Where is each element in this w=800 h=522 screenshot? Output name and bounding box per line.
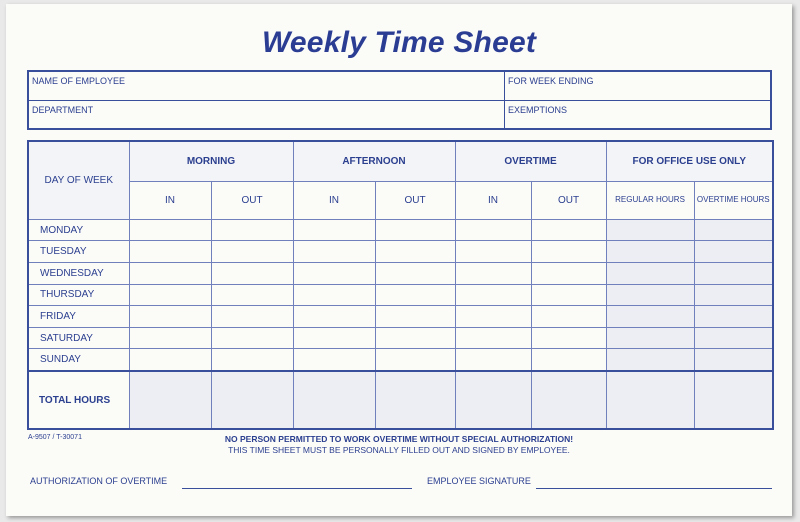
time-entry-cell[interactable] bbox=[531, 262, 606, 284]
time-entry-cell[interactable] bbox=[694, 306, 773, 328]
time-entry-cell[interactable] bbox=[211, 327, 293, 349]
week-ending-label: FOR WEEK ENDING bbox=[508, 76, 594, 86]
time-entry-cell[interactable] bbox=[129, 327, 211, 349]
overtime-header: OVERTIME bbox=[455, 141, 606, 181]
time-entry-cell[interactable] bbox=[211, 262, 293, 284]
department-label: DEPARTMENT bbox=[32, 105, 94, 115]
time-sheet-form bbox=[6, 4, 792, 516]
day-row bbox=[28, 349, 773, 372]
employee-info-box bbox=[27, 70, 772, 130]
day-rows bbox=[28, 219, 773, 371]
time-entry-cell[interactable] bbox=[375, 241, 455, 263]
time-entry-cell[interactable] bbox=[694, 241, 773, 263]
day-of-week-header: DAY OF WEEK bbox=[28, 141, 129, 219]
day-label: TUESDAY bbox=[28, 241, 129, 263]
total-cell[interactable] bbox=[455, 371, 531, 429]
day-label: WEDNESDAY bbox=[28, 262, 129, 284]
overtime-notice: NO PERSON PERMITTED TO WORK OVERTIME WITHOUT SPECIAL AUTHORIZATION! bbox=[224, 434, 574, 444]
time-entry-cell[interactable] bbox=[293, 306, 375, 328]
time-entry-cell[interactable] bbox=[455, 262, 531, 284]
total-hours-row bbox=[28, 371, 773, 429]
info-divider-horizontal bbox=[29, 100, 770, 101]
time-entry-cell[interactable] bbox=[375, 284, 455, 306]
day-label: SATURDAY bbox=[28, 327, 129, 349]
time-entry-cell[interactable] bbox=[375, 306, 455, 328]
time-entry-cell[interactable] bbox=[606, 327, 694, 349]
total-cell[interactable] bbox=[129, 371, 211, 429]
time-entry-cell[interactable] bbox=[293, 241, 375, 263]
time-entry-cell[interactable] bbox=[694, 284, 773, 306]
overtime-hours-header: OVERTIME HOURS bbox=[694, 181, 773, 219]
total-cell[interactable] bbox=[293, 371, 375, 429]
overtime-authorization-line[interactable] bbox=[182, 488, 412, 489]
employee-signature-label: EMPLOYEE SIGNATURE bbox=[427, 476, 531, 486]
day-label: FRIDAY bbox=[28, 306, 129, 328]
time-entry-cell[interactable] bbox=[455, 306, 531, 328]
overtime-out-header: OUT bbox=[531, 181, 606, 219]
time-entry-cell[interactable] bbox=[375, 349, 455, 372]
employee-signature-line[interactable] bbox=[536, 488, 772, 489]
time-entry-cell[interactable] bbox=[531, 327, 606, 349]
time-entry-cell[interactable] bbox=[293, 219, 375, 241]
afternoon-in-header: IN bbox=[293, 181, 375, 219]
time-entry-cell[interactable] bbox=[129, 262, 211, 284]
time-entry-cell[interactable] bbox=[531, 306, 606, 328]
time-entry-cell[interactable] bbox=[129, 241, 211, 263]
time-entry-cell[interactable] bbox=[455, 349, 531, 372]
time-entry-cell[interactable] bbox=[531, 284, 606, 306]
time-entry-cell[interactable] bbox=[129, 349, 211, 372]
info-divider-vertical bbox=[504, 72, 505, 128]
signature-notice: THIS TIME SHEET MUST BE PERSONALLY FILLED OUT AND SIGNED BY EMPLOYEE. bbox=[228, 445, 570, 455]
form-number: A-9507 / T-30071 bbox=[28, 434, 82, 441]
total-cell[interactable] bbox=[531, 371, 606, 429]
time-entry-cell[interactable] bbox=[606, 241, 694, 263]
time-entry-cell[interactable] bbox=[455, 241, 531, 263]
day-row bbox=[28, 262, 773, 284]
employee-name-label: NAME OF EMPLOYEE bbox=[32, 76, 126, 86]
time-entry-cell[interactable] bbox=[531, 241, 606, 263]
form-title: Weekly Time Sheet bbox=[261, 26, 537, 59]
overtime-in-header: IN bbox=[455, 181, 531, 219]
exemptions-label: EXEMPTIONS bbox=[508, 105, 568, 115]
time-entry-cell[interactable] bbox=[375, 327, 455, 349]
time-entry-cell[interactable] bbox=[293, 262, 375, 284]
time-entry-cell[interactable] bbox=[694, 219, 773, 241]
time-entry-cell[interactable] bbox=[375, 262, 455, 284]
day-label: MONDAY bbox=[28, 219, 129, 241]
total-cell[interactable] bbox=[694, 371, 773, 429]
time-table bbox=[27, 140, 774, 430]
overtime-authorization-label: AUTHORIZATION OF OVERTIME bbox=[30, 476, 168, 486]
day-label: SUNDAY bbox=[28, 349, 129, 372]
time-entry-cell[interactable] bbox=[531, 219, 606, 241]
total-cell[interactable] bbox=[211, 371, 293, 429]
time-entry-cell[interactable] bbox=[129, 219, 211, 241]
time-entry-cell[interactable] bbox=[694, 262, 773, 284]
morning-in-header: IN bbox=[129, 181, 211, 219]
time-entry-cell[interactable] bbox=[293, 327, 375, 349]
time-entry-cell[interactable] bbox=[694, 349, 773, 372]
total-hours-label: TOTAL HOURS bbox=[28, 371, 129, 429]
time-entry-cell[interactable] bbox=[211, 219, 293, 241]
time-entry-cell[interactable] bbox=[129, 284, 211, 306]
afternoon-out-header: OUT bbox=[375, 181, 455, 219]
table-header-row bbox=[28, 141, 773, 181]
total-cell[interactable] bbox=[606, 371, 694, 429]
total-cell[interactable] bbox=[375, 371, 455, 429]
morning-header: MORNING bbox=[129, 141, 293, 181]
time-entry-cell[interactable] bbox=[606, 349, 694, 372]
time-entry-cell[interactable] bbox=[606, 262, 694, 284]
time-entry-cell[interactable] bbox=[293, 349, 375, 372]
afternoon-header: AFTERNOON bbox=[293, 141, 455, 181]
day-row bbox=[28, 219, 773, 241]
time-entry-cell[interactable] bbox=[129, 306, 211, 328]
time-entry-cell[interactable] bbox=[455, 219, 531, 241]
day-row bbox=[28, 284, 773, 306]
day-row bbox=[28, 241, 773, 263]
time-entry-cell[interactable] bbox=[211, 241, 293, 263]
time-entry-cell[interactable] bbox=[211, 306, 293, 328]
regular-hours-header: REGULAR HOURS bbox=[606, 181, 694, 219]
time-entry-cell[interactable] bbox=[293, 284, 375, 306]
day-row bbox=[28, 327, 773, 349]
office-use-header: FOR OFFICE USE ONLY bbox=[606, 141, 773, 181]
time-entry-cell[interactable] bbox=[455, 284, 531, 306]
time-entry-cell[interactable] bbox=[531, 349, 606, 372]
time-entry-cell[interactable] bbox=[606, 306, 694, 328]
day-label: THURSDAY bbox=[28, 284, 129, 306]
morning-out-header: OUT bbox=[211, 181, 293, 219]
time-entry-cell[interactable] bbox=[694, 327, 773, 349]
day-row bbox=[28, 306, 773, 328]
time-entry-cell[interactable] bbox=[455, 327, 531, 349]
time-entry-cell[interactable] bbox=[606, 284, 694, 306]
time-entry-cell[interactable] bbox=[375, 219, 455, 241]
table-subheader-row bbox=[28, 181, 773, 219]
time-entry-cell[interactable] bbox=[211, 284, 293, 306]
time-entry-cell[interactable] bbox=[606, 219, 694, 241]
time-entry-cell[interactable] bbox=[211, 349, 293, 372]
time-table-wrap bbox=[27, 140, 772, 430]
